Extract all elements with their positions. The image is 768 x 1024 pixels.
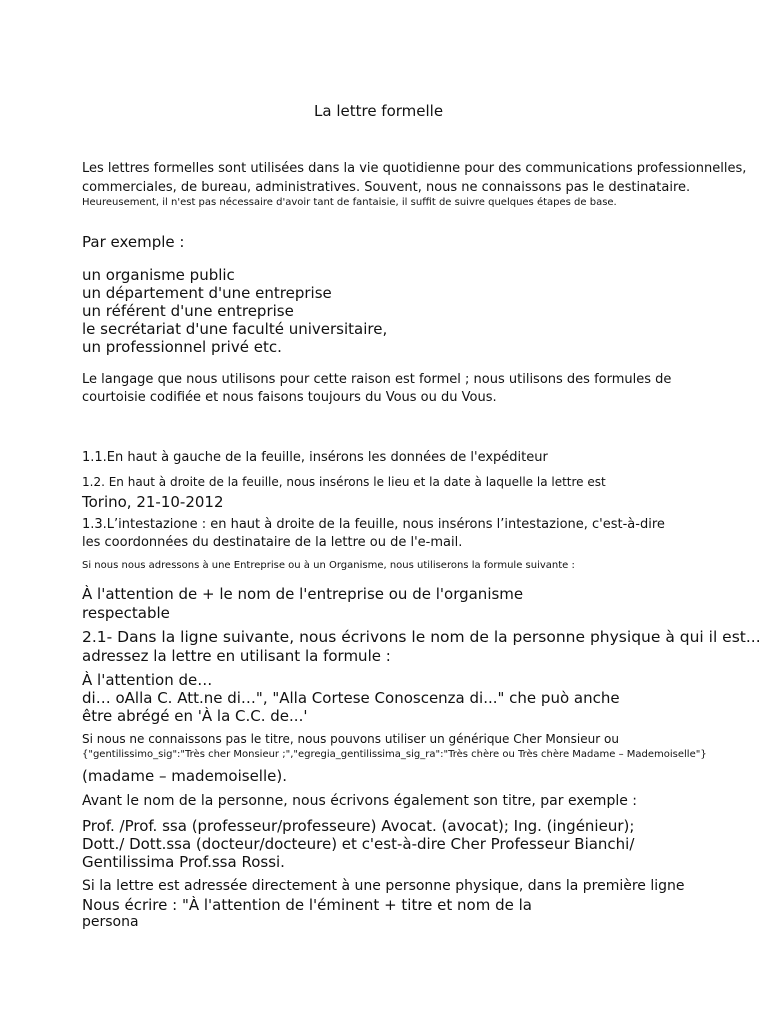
step-1-3-line-1: 1.3.L’intestazione : en haut à droite de la feuille, nous insérons l’intestazione, c'est-à-dire [82,517,665,532]
language-line-2: courtoisie codifiée et nous faisons toujours du Vous ou du Vous. [82,390,497,405]
attention-line-2: di… oAlla C. Att.ne di…", "Alla Cortese Conoscenza di..." che può anche [82,689,620,707]
example-item: un référent d'une entreprise [82,302,294,320]
examples-heading: Par exemple : [82,233,185,251]
titles-line-3: Gentilissima Prof.ssa Rossi. [82,853,285,871]
example-item: un professionnel privé etc. [82,338,282,356]
intro-line-2: commerciales, de bureau, administratives. Souvent, nous ne connaissons pas le destinataire. [82,180,691,195]
attention-line-1: À l'attention de… [82,671,213,689]
unknown-title-line-2: {"gentilissimo_sig":"Très cher Monsieur ;","egregia_gentilissima_sig_ra":"Très chère ou Très chère Madame – Mademoiselle"} [82,749,707,760]
language-line-1: Le langage que nous utilisons pour cette raison est formel ; nous utilisons des formules de [82,372,672,387]
attention-line-3: être abrégé en 'À la C.C. de...' [82,707,308,725]
step-2-1-line-1: 2.1- Dans la ligne suivante, nous écrivons le nom de la personne physique à qui il est... [82,628,761,646]
direct-line-3: persona [82,914,139,930]
titles-line-2: Dott./ Dott.ssa (docteur/docteure) et c'est-à-dire Cher Professeur Bianchi/ [82,835,635,853]
formula-line-2: respectable [82,604,170,622]
direct-line-1: Si la lettre est adressée directement à une personne physique, dans la première ligne [82,878,685,894]
step-2-1-line-2: adressez la lettre en utilisant la formule : [82,647,391,665]
titles-line-1: Prof. /Prof. ssa (professeur/professeure) Avocat. (avocat); Ing. (ingénieur); [82,817,635,835]
before-name: Avant le nom de la personne, nous écrivons également son titre, par exemple : [82,793,637,809]
example-item: un organisme public [82,266,235,284]
intro-line-3: Heureusement, il n'est pas nécessaire d'avoir tant de fantaisie, il suffit de suivre quelques étapes de base. [82,197,617,208]
step-1-2: 1.2. En haut à droite de la feuille, nous insérons le lieu et la date à laquelle la lettre est [82,475,606,489]
unknown-title-line-1: Si nous ne connaissons pas le titre, nous pouvons utiliser un générique Cher Monsieur ou [82,732,619,746]
date-example: Torino, 21-10-2012 [82,493,224,511]
intro-line-1: Les lettres formelles sont utilisées dans la vie quotidienne pour des communications professionnelles, [82,161,747,176]
step-1-3-line-2: les coordonnées du destinataire de la lettre ou de l'e-mail. [82,535,463,550]
formula-line-1: À l'attention de + le nom de l'entreprise ou de l'organisme [82,585,524,603]
direct-line-2: Nous écrire : "À l'attention de l'éminent + titre et nom de la [82,896,532,914]
company-note: Si nous nous adressons à une Entreprise ou à un Organisme, nous utiliserons la formule suivante : [82,560,575,571]
unknown-title-line-3: (madame – mademoiselle). [82,767,287,785]
example-item: le secrétariat d'une faculté universitaire, [82,320,388,338]
document-title: La lettre formelle [314,102,444,120]
example-item: un département d'une entreprise [82,284,332,302]
step-1-1: 1.1.En haut à gauche de la feuille, insérons les données de l'expéditeur [82,450,548,465]
